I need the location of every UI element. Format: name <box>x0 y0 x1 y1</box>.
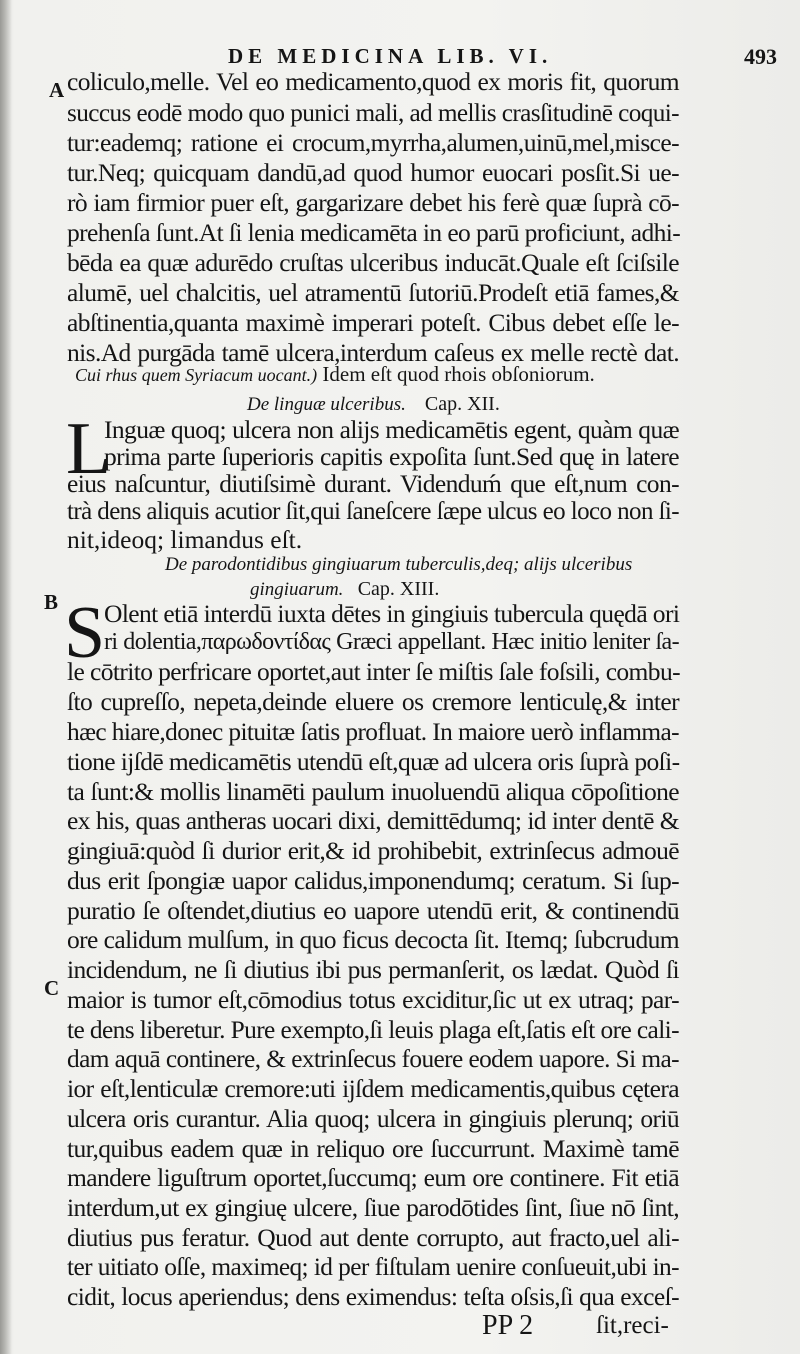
text-line: dus erit ſpongiæ uapor calidus,imponendumq; ceratum. Si ſup- <box>67 866 679 895</box>
text-line: maior is tumor eſt,cōmodius totus exciditur,ſic ut ex utraq; par- <box>67 985 679 1014</box>
text-line: hæc hiare,donec pituitæ ſatis profluat. In maiore uerò inflamma- <box>67 718 679 746</box>
text-line: puratio ſe oſtendet,diutius eo uapore utendū erit, & continendū <box>67 896 679 925</box>
text-line: nis.Ad purgāda tamē ulcera,interdum caſeus ex melle rectè dat. <box>67 338 679 367</box>
text-line: te dens liberetur. Pure exempto,ſi leuis plaga eſt,ſatis eſt ore cali- <box>67 1016 680 1044</box>
text-line: le cōtrito perfricare oportet,aut inter ſe miſtis ſale foſsili, combu- <box>67 657 680 686</box>
drop-cap-l: L <box>66 408 112 490</box>
margin-letter-c: C <box>44 976 60 1000</box>
chapter-heading-12 <box>247 392 500 417</box>
text-line: gingiuā:quòd ſi durior erit,& id prohibebit, extrinſecus admouē <box>67 836 679 865</box>
text-line: tur.Neq; quicquam dandū,ad quod humor euocari posſit.Si ue- <box>67 158 679 187</box>
text-line: ri dolentia,παρωδοντίδας Græci appellant. Hæc initio leniter ſa- <box>104 629 679 655</box>
chapter-title-line2: gingiuarum. Cap. XIII. <box>250 578 440 600</box>
text-line: bēda ea quæ adurēdo cruſtas ulceribus inducāt.Quale eſt ſciſsile <box>67 248 679 277</box>
text-line: diutius pus feratur. Quod aut dente corrupto, aut fracto,uel ali- <box>67 1223 679 1252</box>
text-line: succus eodē modo quo punici mali, ad mellis crasſitudinē coqui- <box>67 99 679 127</box>
drop-cap-s: S <box>64 592 106 674</box>
running-head: DE MEDICINA LIB. VI. <box>228 44 553 68</box>
text-line: incidendum, ne ſi diutius ibi pus permanſerit, os lædat. Quòd ſi <box>67 955 679 984</box>
chapter-number: Cap. XII. <box>424 393 500 415</box>
text-line: ulcera oris curantur. Alia quoq; ulcera in gingiuis plerunq; oriū <box>67 1104 679 1133</box>
text-line: tur:eademq; ratione ei crocum,myrrha,alumen,uinū,mel,misce- <box>67 128 679 157</box>
text-line: tur,quibus eadem quæ in reliquo ore ſuccurrunt. Maximè tamē <box>67 1134 679 1163</box>
page-header <box>0 40 800 70</box>
text-line: tione ijſdē medicamētis utendū eſt,quæ ad ulcera oris ſuprà poſi- <box>67 747 680 776</box>
text-line: Inguæ quoq; ulcera non alijs medicamētis egent, quàm quæ <box>104 415 679 444</box>
text-line: ex his, quas antheras uocari dixi, demittēdumq; id inter dentē & <box>67 806 679 835</box>
text-line: mandere liguſtrum oportet,ſuccumq; eum ore continere. Fit etiā <box>67 1163 679 1192</box>
text-line: abſtinentia,quanta maximè imperari poteſt. Cibus debet eſſe le- <box>67 308 679 337</box>
chapter-title: De parodontidibus gingiuarum tuberculis,deq; alijs ulceribus <box>165 554 633 575</box>
text-line: rò iam firmior puer eſt, gargarizare debet his ferè quæ ſuprà cō- <box>67 188 679 217</box>
note-text: Idem eſt quod rhois obſoniorum. <box>322 362 595 386</box>
chapter-title: De linguæ ulceribus. <box>247 394 406 415</box>
note-lemma: Cui rhus quem Syriacum uocant.) <box>75 365 318 385</box>
text-line: ſto cupreſſo, nepeta,deinde eluere os cremore lenticulę,& inter <box>67 687 679 716</box>
text-line: interdum,ut ex gingiuę ulcere, ſiue parodōtides ſint, ſiue nō ſint, <box>67 1193 679 1222</box>
margin-letter-a: A <box>49 78 65 102</box>
text-line: trà dens aliquis acutior ſit,qui ſaneſcere ſæpe ulcus eo loco non ſi- <box>67 498 679 525</box>
page-footer <box>0 1310 800 1350</box>
chapter-number: Cap. XIII. <box>357 578 440 600</box>
text-line: alumē, uel chalcitis, uel atramentū ſutoriū.Prodeſt etiā fames,& <box>67 278 679 307</box>
signature-mark: PP 2 <box>482 1310 534 1341</box>
text-line: prima parte ſuperioris capitis expoſita ſunt.Sed quę in latere <box>104 442 679 471</box>
text-line: ior eſt,lenticulæ cremore:uti ijſdem medicamentis,quibus cętera <box>67 1074 679 1103</box>
text-line: ter uitiato oſſe, maximeq; id per fiſtulam uenire conſueuit,ubi in- <box>67 1253 679 1281</box>
text-line: eius naſcuntur, diutiſsimè durant. Videnduḿ que eſt,num con- <box>67 469 679 498</box>
text-line: ta ſunt:& mollis linamēti paulum inuoluendū aliqua cōpoſitione <box>67 777 679 806</box>
text-line: nit,ideoq; limandus eſt. <box>67 525 303 554</box>
page-number: 493 <box>744 44 777 69</box>
text-line: ore calidum mulſum, in quo ficus decocta ſit. Itemq; ſubcrudum <box>67 925 679 954</box>
text-line: cidit, locus aperiendus; dens eximendus: teſta oſsis,ſi qua exceſ- <box>67 1282 679 1311</box>
annotation-note <box>75 361 679 388</box>
margin-letter-b: B <box>44 590 59 614</box>
text-line: prehenſa ſunt.At ſi lenia medicamēta in eo parū proficiunt, adhi- <box>67 218 681 247</box>
gutter-shadow <box>0 0 12 1354</box>
text-line: coliculo,melle. Vel eo medicamento,quod ex moris fit, quorum <box>67 67 679 96</box>
text-line: dam aquā continere, & extrinſecus fouere eodem uapore. Si ma- <box>67 1045 679 1073</box>
catchword: ſit,reci- <box>596 1312 669 1339</box>
text-line: Olent etiā interdū iuxta dētes in gingiuis tubercula quędā ori <box>104 599 680 628</box>
